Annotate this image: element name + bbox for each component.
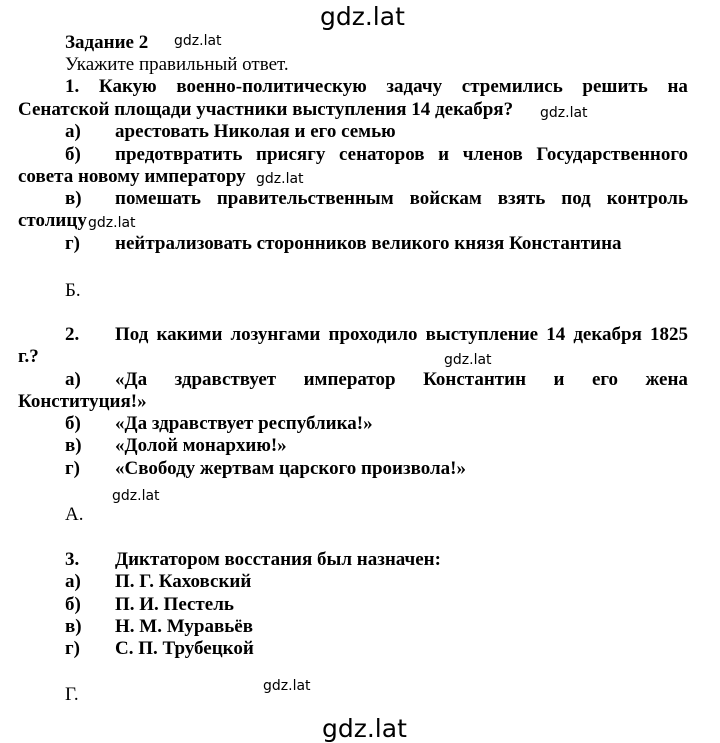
- option-text: С. П. Трубецкой: [115, 638, 254, 659]
- word: лозунгами: [230, 324, 321, 345]
- option-label: а): [65, 571, 81, 592]
- option-label: г): [65, 458, 80, 479]
- option-label: б): [65, 413, 81, 434]
- word: император: [303, 369, 396, 390]
- option-label: в): [65, 188, 82, 209]
- task-title: Задание 2: [65, 32, 149, 53]
- watermark: gdz.lat: [320, 2, 405, 31]
- word: военно-политическую: [176, 76, 367, 97]
- option-label: а): [65, 369, 81, 390]
- word: здравствует: [174, 369, 277, 390]
- word: выступление: [425, 324, 539, 345]
- word: правительственным: [216, 188, 394, 209]
- word: какими: [156, 324, 223, 345]
- word: Константин: [423, 369, 527, 390]
- answer-2: А.: [65, 504, 84, 525]
- option-label: б): [65, 594, 81, 615]
- q1-option-b-line-2: совета новому императору: [18, 166, 246, 187]
- question-number: 1.: [65, 76, 80, 97]
- word: присягу: [256, 144, 326, 165]
- watermark: gdz.lat: [322, 714, 407, 743]
- watermark: gdz.lat: [88, 215, 136, 231]
- answer-1: Б.: [65, 280, 81, 301]
- word: и: [553, 369, 565, 390]
- word: предотвратить: [115, 144, 243, 165]
- option-text: П. И. Пестель: [115, 594, 234, 615]
- q1-option-b-line-1: [0, 144, 720, 166]
- question-number: 3.: [65, 549, 80, 570]
- word: и: [438, 144, 450, 165]
- option-label: а): [65, 121, 81, 142]
- word: войскам: [409, 188, 482, 209]
- word: решить: [582, 76, 648, 97]
- option-label: г): [65, 638, 80, 659]
- question-1-line-2: Сенатской площади участники выступления 14 декабря?: [18, 99, 514, 120]
- word: 1825: [649, 324, 688, 345]
- watermark: gdz.lat: [256, 171, 304, 187]
- option-text: нейтрализовать сторонников великого князя Константина: [115, 233, 622, 254]
- word: на: [667, 76, 688, 97]
- word: жена: [645, 369, 688, 390]
- word: членов: [462, 144, 523, 165]
- word: задачу: [386, 76, 443, 97]
- option-label: б): [65, 144, 81, 165]
- word: контроль: [606, 188, 688, 209]
- question-number: 2.: [65, 324, 80, 345]
- instruction: Укажите правильный ответ.: [65, 54, 289, 75]
- question-2-line-2: г.?: [18, 346, 39, 367]
- word: его: [591, 369, 619, 390]
- option-text: «Свободу жертвам царского произвола!»: [115, 458, 466, 479]
- option-text: П. Г. Каховский: [115, 571, 252, 592]
- word: сенаторов: [338, 144, 425, 165]
- option-text: «Долой монархию!»: [115, 435, 287, 456]
- answer-3: Г.: [65, 684, 79, 705]
- watermark: gdz.lat: [174, 33, 222, 49]
- watermark: gdz.lat: [112, 488, 160, 504]
- watermark: gdz.lat: [263, 678, 311, 694]
- word: Какую: [98, 76, 157, 97]
- question-2-line-1: [0, 324, 720, 346]
- word: взять: [497, 188, 546, 209]
- option-text: «Да здравствует республика!»: [115, 413, 373, 434]
- q1-option-c-line-1: [0, 188, 720, 210]
- option-text: Н. М. Муравьёв: [115, 616, 253, 637]
- option-label: в): [65, 616, 82, 637]
- word: под: [561, 188, 591, 209]
- option-text: арестовать Николая и его семью: [115, 121, 396, 142]
- watermark: gdz.lat: [540, 105, 588, 121]
- q1-option-c-line-2: столицу: [18, 210, 87, 231]
- word: проходило: [328, 324, 418, 345]
- word: декабря: [573, 324, 642, 345]
- q2-option-a-line-2: Конституция!»: [18, 391, 147, 412]
- option-label: в): [65, 435, 82, 456]
- word: Государственного: [536, 144, 688, 165]
- word: стремились: [461, 76, 563, 97]
- watermark: gdz.lat: [444, 352, 492, 368]
- question-text: Диктатором восстания был назначен:: [115, 549, 441, 570]
- question-1-line-1: [18, 76, 688, 98]
- word: «Да: [115, 369, 148, 390]
- word: помешать: [115, 188, 201, 209]
- word: Под: [115, 324, 149, 345]
- word: 14: [546, 324, 566, 345]
- q2-option-a-line-1: [0, 369, 720, 391]
- option-label: г): [65, 233, 80, 254]
